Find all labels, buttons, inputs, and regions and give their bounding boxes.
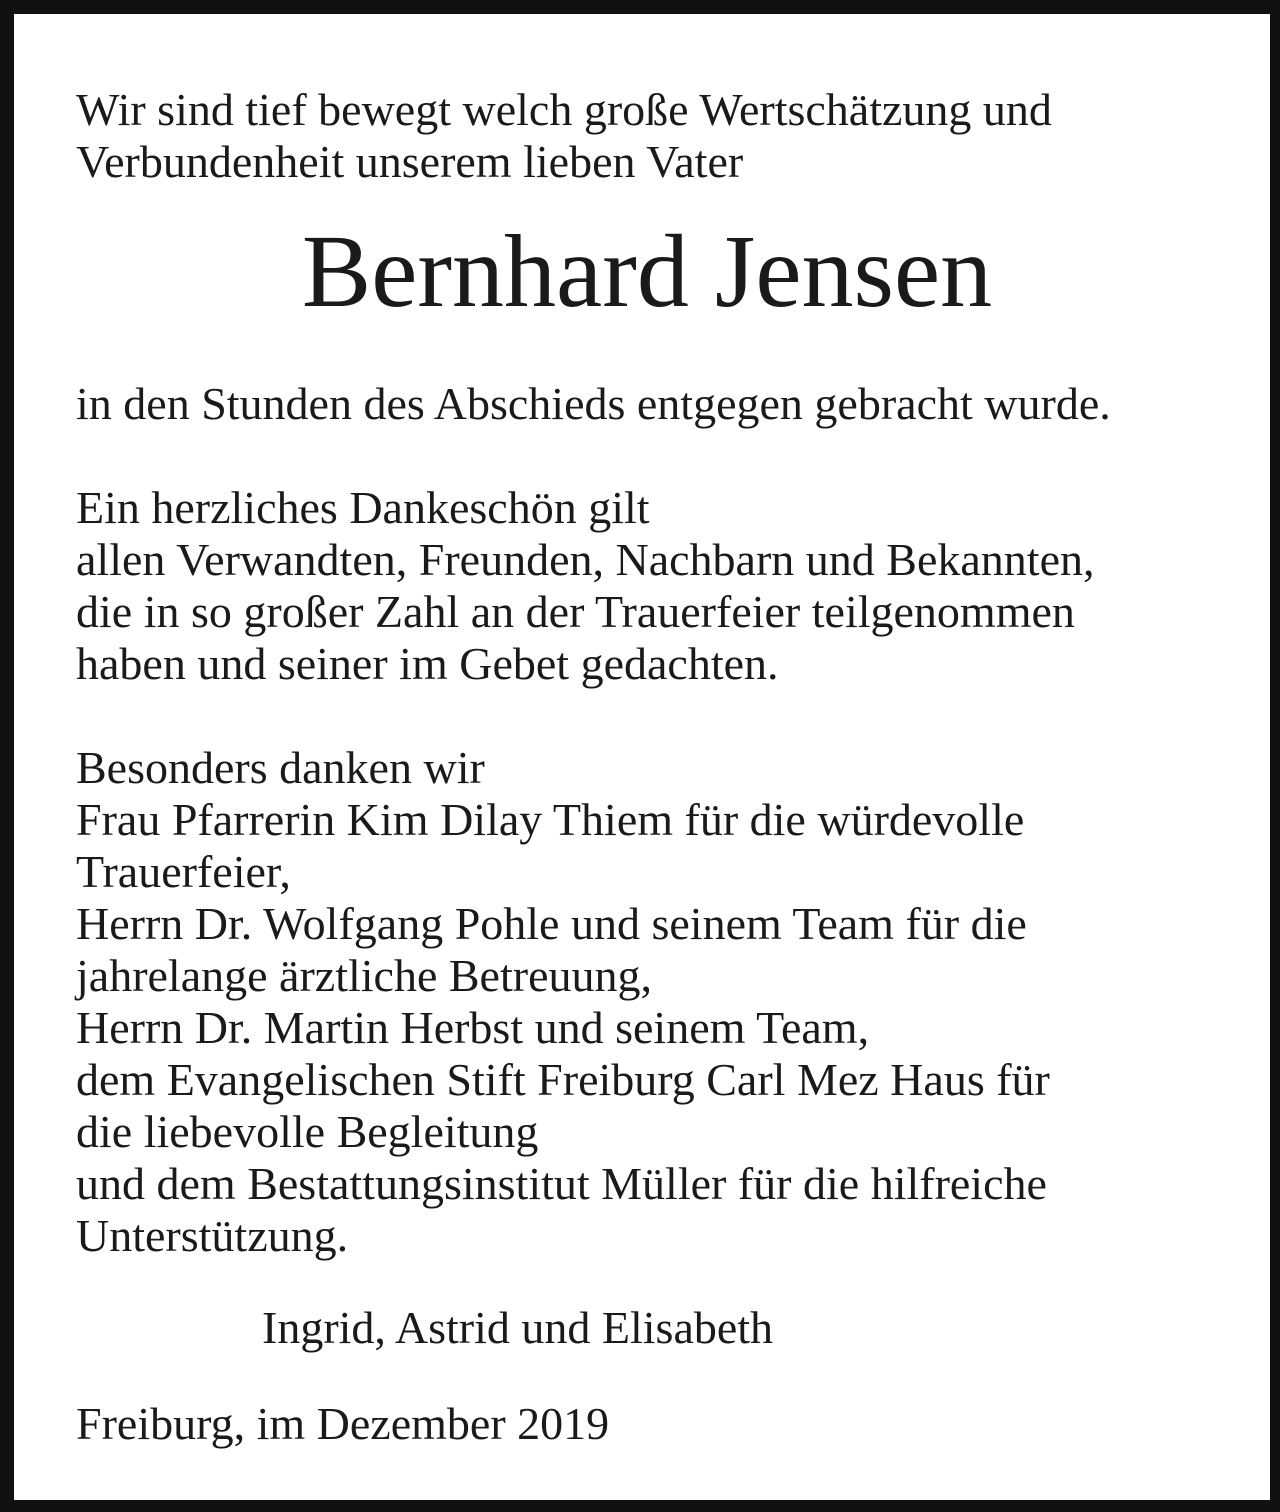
special-line: Herrn Dr. Wolfgang Pohle und seinem Team für die: [76, 898, 1027, 949]
special-line: Frau Pfarrerin Kim Dilay Thiem für die würdevolle: [76, 794, 1025, 845]
thanks-line: die in so großer Zahl an der Trauerfeier teilgenommen: [76, 586, 1075, 637]
place-date: Freiburg, im Dezember 2019: [76, 1398, 610, 1449]
after-name-paragraph: [76, 378, 1266, 430]
intro-line: Verbundenheit unserem lieben Vater: [76, 136, 744, 187]
thanks-paragraph: [76, 482, 1266, 690]
thanks-line: haben und seiner im Gebet gedachten.: [76, 638, 779, 689]
special-line: dem Evangelischen Stift Freiburg Carl Mez Haus für: [76, 1054, 1050, 1105]
special-line: Unterstützung.: [76, 1210, 349, 1261]
special-line: Herrn Dr. Martin Herbst und seinem Team,: [76, 1002, 870, 1053]
thanks-line: allen Verwandten, Freunden, Nachbarn und Bekannten,: [76, 534, 1095, 585]
intro-paragraph: [76, 84, 1266, 188]
signature: Ingrid, Astrid und Elisabeth: [262, 1302, 774, 1353]
special-thanks-paragraph: [76, 742, 1266, 1262]
special-line: die liebevolle Begleitung: [76, 1106, 539, 1157]
deceased-name: Bernhard Jensen: [301, 214, 993, 329]
special-line: jahrelange ärztliche Betreuung,: [76, 950, 652, 1001]
intro-line: Wir sind tief bewegt welch große Wertschätzung und: [76, 84, 1052, 135]
thanks-line: Ein herzliches Dankeschön gilt: [76, 482, 650, 533]
notice-content: [76, 84, 1266, 1450]
special-line: Besonders danken wir: [76, 742, 485, 793]
after-name-line: in den Stunden des Abschieds entgegen gebracht wurde.: [76, 378, 1111, 429]
special-line: Trauerfeier,: [76, 846, 291, 897]
special-line: und dem Bestattungsinstitut Müller für die hilfreiche: [76, 1158, 1047, 1209]
